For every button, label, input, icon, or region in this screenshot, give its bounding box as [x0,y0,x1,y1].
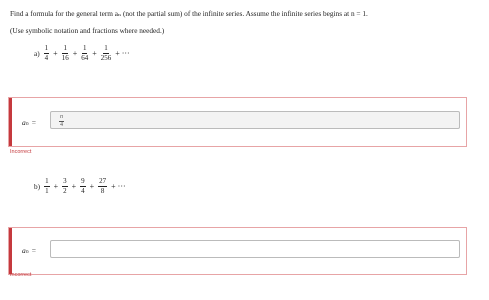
answer-a-input[interactable] [50,111,460,129]
incorrect-indicator-bar [9,228,12,274]
series-a-term-2: $\frac{1}{16}$ [61,44,69,62]
series-ellipsis: + ··· [111,182,126,191]
answer-b-lhs: aₙ = [22,246,37,255]
incorrect-indicator-bar [9,98,12,146]
series-b-term-1: $\frac{1}{1}$ [45,177,49,195]
answer-a-value: $\frac{n}{4}$ [60,114,63,128]
answer-box-b [8,227,467,275]
plus-sign: + [53,49,58,58]
series-a-term-4: $\frac{1}{256}$ [100,44,112,62]
plus-sign: + [72,49,78,58]
series-a-term-1: $\frac{1}{4}$ [44,44,49,62]
answer-b-input[interactable] [50,240,460,258]
instructions-line-2: (Use symbolic notation and fractions where needed.) [10,26,165,35]
plus-sign: + [71,182,77,191]
series-a [34,45,131,62]
series-a-term-3: $\frac{1}{64}$ [81,44,89,62]
status-incorrect-a: Incorrect [10,149,32,155]
answer-a-lhs: aₙ = [22,118,37,127]
answer-box-a [8,97,467,147]
series-b-term-4: $\frac{27}{8}$ [99,177,107,195]
plus-sign: + [53,182,59,191]
part-a-label: a) [34,49,40,58]
instructions-line-1: Find a formula for the general term aₙ (not the partial sum) of the infinite series. Assume the infinite series begins at n = 1. [10,9,368,18]
status-incorrect-b: Incorrect [10,272,32,278]
plus-sign: + [92,49,97,58]
plus-sign: + [89,182,95,191]
series-ellipsis: + ··· [115,49,130,58]
series-b-term-2: $\frac{3}{2}$ [63,177,67,195]
series-b [34,178,127,195]
part-b-label: b) [34,182,41,191]
series-b-term-3: $\frac{9}{4}$ [81,177,85,195]
